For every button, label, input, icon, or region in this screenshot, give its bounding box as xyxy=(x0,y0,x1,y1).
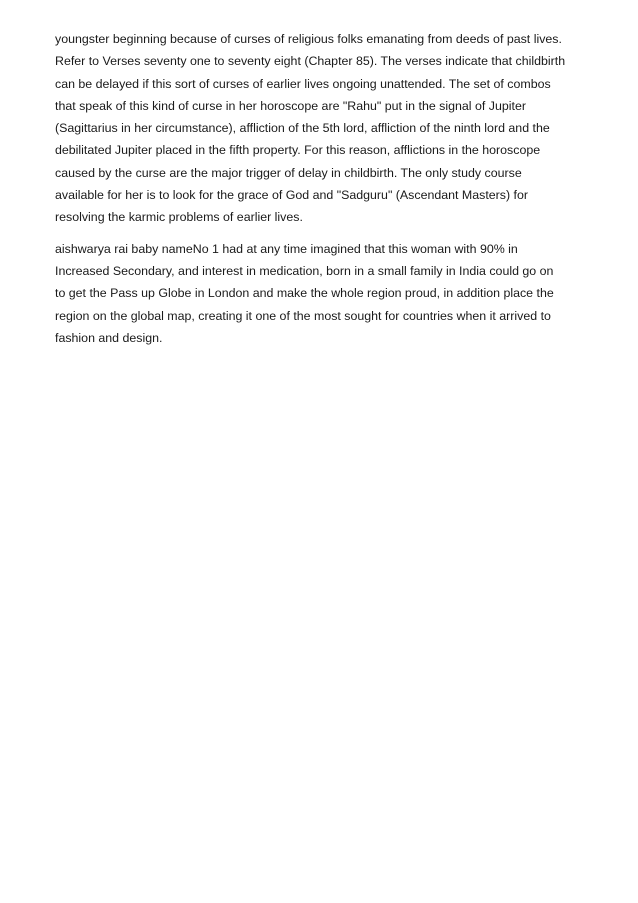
text-line: debilitated Jupiter placed in the fifth property. For this reason, afflictions in the horoscope xyxy=(55,143,541,158)
text-line: fashion and design. xyxy=(55,330,163,345)
text-line: (Sagittarius in her circumstance), affliction of the 5th lord, affliction of the ninth lord and the xyxy=(55,121,550,136)
text-line: can be delayed if this sort of curses of earlier lives ongoing unattended. The set of combos xyxy=(55,76,551,91)
text-line: aishwarya rai baby nameNo 1 had at any time imagined that this woman with 90% in xyxy=(55,241,518,256)
text-line: to get the Pass up Globe in London and make the whole region proud, in addition place the xyxy=(55,286,554,301)
paragraph-2 xyxy=(55,238,600,349)
paragraph-1 xyxy=(55,28,600,229)
text-line: resolving the karmic problems of earlier lives. xyxy=(55,210,303,225)
document-page xyxy=(55,28,600,358)
text-line: that speak of this kind of curse in her horoscope are "Rahu" put in the signal of Jupiter xyxy=(55,98,526,113)
text-line: available for her is to look for the grace of God and "Sadguru" (Ascendant Masters) for xyxy=(55,188,529,203)
text-line: Increased Secondary, and interest in medication, born in a small family in India could go on xyxy=(55,263,554,278)
text-line: region on the global map, creating it one of the most sought for countries when it arrived to xyxy=(55,308,551,323)
text-line: caused by the curse are the major trigger of delay in childbirth. The only study course xyxy=(55,165,522,180)
text-line: youngster beginning because of curses of religious folks emanating from deeds of past lives. xyxy=(55,32,562,46)
text-line: Refer to Verses seventy one to seventy eight (Chapter 85). The verses indicate that childbirth xyxy=(55,54,566,69)
